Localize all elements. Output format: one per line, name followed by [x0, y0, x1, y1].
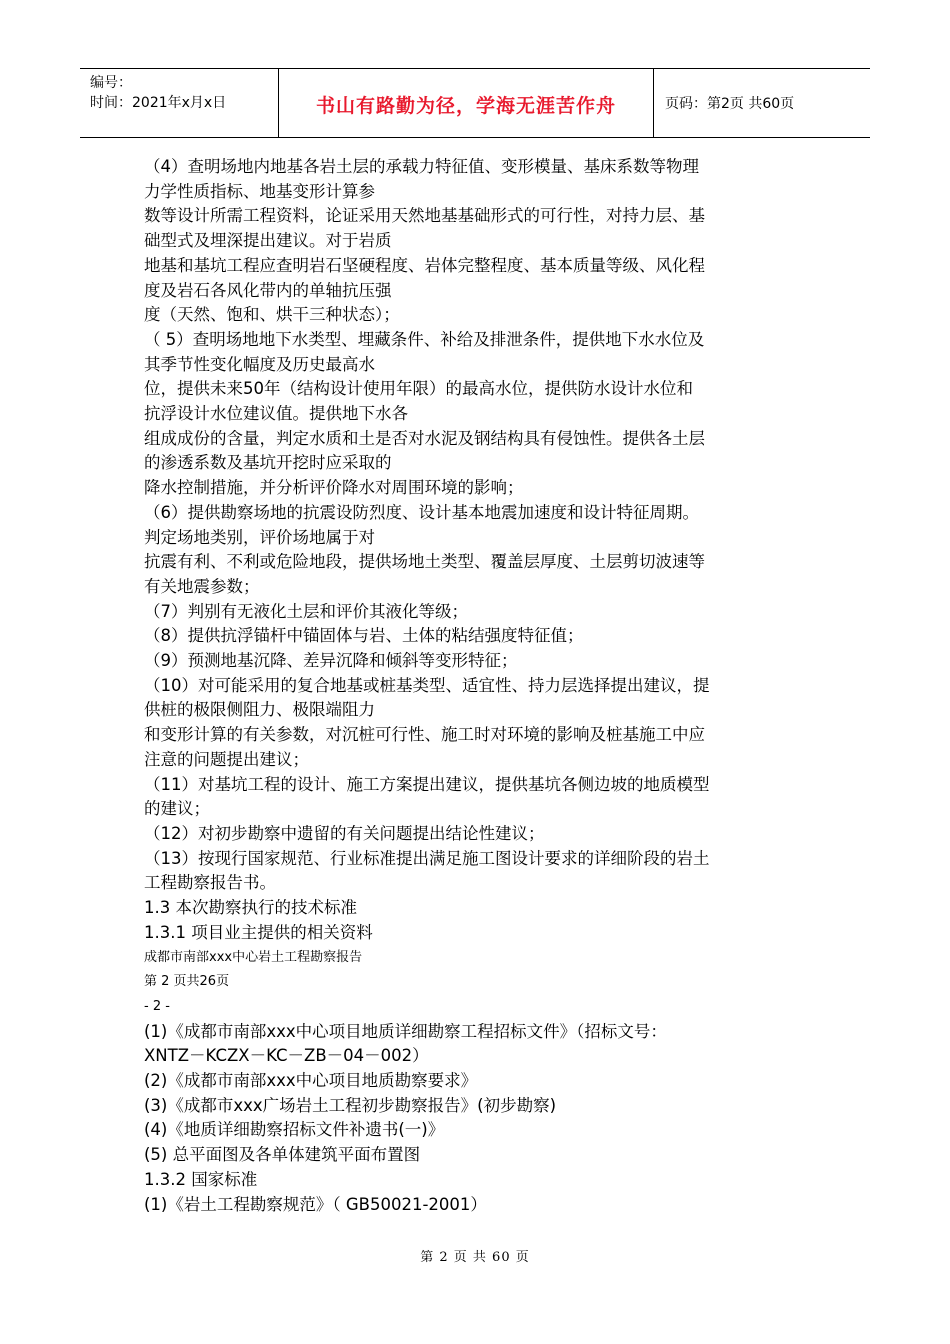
text-line: 成都市南部xxx中心岩土工程勘察报告: [144, 949, 363, 965]
text-line: 的建议；: [144, 799, 210, 819]
text-line: 础型式及埋深提出建议。对于岩质: [144, 231, 392, 251]
text-line: 注意的问题提出建议；: [144, 749, 309, 769]
text-line: (5) 总平面图及各单体建筑平面布置图: [144, 1145, 421, 1165]
page-header: [80, 68, 870, 138]
header-meta: [90, 73, 226, 113]
text-line: 1.3.1 项目业主提供的相关资料: [144, 922, 373, 942]
header-divider: [653, 69, 654, 137]
text-line: 1.3 本次勘察执行的技术标准: [144, 898, 357, 918]
text-line: 第 2 页共26页: [144, 974, 230, 990]
text-line: 数等设计所需工程资料，论证采用天然地基基础形式的可行性，对持力层、基: [144, 206, 705, 226]
text-line: （13）按现行国家规范、行业标准提出满足施工图设计要求的详细阶段的岩土: [144, 848, 710, 868]
text-line: (1)《岩土工程勘察规范》（ GB50021-2001）: [144, 1194, 487, 1214]
text-line: (2)《成都市南部xxx中心项目地质勘察要求》: [144, 1071, 478, 1091]
page-footer: 第 2 页 共 60 页: [420, 1250, 530, 1265]
text-line: 和变形计算的有关参数，对沉桩可行性、施工时对环境的影响及桩基施工中应: [144, 725, 705, 745]
text-line: （8）提供抗浮锚杆中锚固体与岩、土体的粘结强度特征值；: [144, 626, 584, 646]
text-line: 组成成份的含量，判定水质和土是否对水泥及钢结构具有侵蚀性。提供各土层: [144, 428, 705, 448]
text-line: (3)《成都市xxx广场岩土工程初步勘察报告》(初步勘察): [144, 1095, 557, 1115]
text-line: （11）对基坑工程的设计、施工方案提出建议，提供基坑各侧边坡的地质模型: [144, 774, 710, 794]
text-line: 地基和基坑工程应查明岩石坚硬程度、岩体完整程度、基本质量等级、风化程: [144, 255, 705, 275]
text-line: (1)《成都市南部xxx中心项目地质详细勘察工程招标文件》（招标文号：: [144, 1021, 667, 1041]
text-line: 降水控制措施，并分析评价降水对周围环境的影响；: [144, 478, 524, 498]
text-line: 度（天然、饱和、烘干三种状态）；: [144, 305, 400, 325]
text-line: (4)《地质详细勘察招标文件补遗书(一)》: [144, 1120, 445, 1140]
text-line: 度及岩石各风化带内的单轴抗压强: [144, 280, 392, 300]
text-line: （12）对初步勘察中遗留的有关问题提出结论性建议；: [144, 823, 545, 843]
text-line: 抗震有利、不利或危险地段，提供场地土类型、覆盖层厚度、土层剪切波速等: [144, 552, 705, 572]
document-date: 时间：2021年x月x日: [90, 95, 227, 111]
text-line: - 2 -: [144, 998, 170, 1014]
text-line: （9）预测地基沉降、差异沉降和倾斜等变形特征；: [144, 651, 518, 671]
text-line: 有关地震参数；: [144, 576, 260, 596]
text-line: （4）查明场地内地基各岩土层的承载力特征值、变形模量、基床系数等物理: [144, 157, 699, 176]
document-number: 编号：: [90, 75, 132, 91]
text-line: 1.3.2 国家标准: [144, 1169, 258, 1189]
text-line: 工程勘察报告书。: [144, 873, 276, 893]
text-line: 判定场地类别，评价场地属于对: [144, 527, 375, 547]
header-motto: 书山有路勤为径，学海无涯苦作舟: [315, 95, 616, 117]
text-line: （10）对可能采用的复合地基或桩基类型、适宜性、持力层选择提出建议，提: [144, 675, 710, 695]
text-line: 其季节性变化幅度及历史最高水: [144, 354, 375, 374]
text-line: （6）提供勘察场地的抗震设防烈度、设计基本地震加速度和设计特征周期。: [144, 502, 699, 522]
text-line: 的渗透系数及基坑开挖时应采取的: [144, 453, 392, 473]
text-line: XNTZ－KCZX－KC－ZB－04－002）: [144, 1046, 429, 1066]
text-line: 抗浮设计水位建议值。提供地下水各: [144, 404, 408, 424]
header-page-info: 页码：第2页 共60页: [665, 96, 795, 112]
text-line: （7）判别有无液化土层和评价其液化等级；: [144, 601, 468, 621]
text-line: 位，提供未来50年（结构设计使用年限）的最高水位，提供防水设计水位和: [144, 379, 693, 399]
document-body: [144, 155, 824, 1217]
text-line: （ 5）查明场地地下水类型、埋藏条件、补给及排泄条件，提供地下水水位及: [144, 329, 705, 349]
text-line: 供桩的极限侧阻力、极限端阻力: [144, 700, 375, 720]
text-line: 力学性质指标、地基变形计算参: [144, 181, 375, 201]
